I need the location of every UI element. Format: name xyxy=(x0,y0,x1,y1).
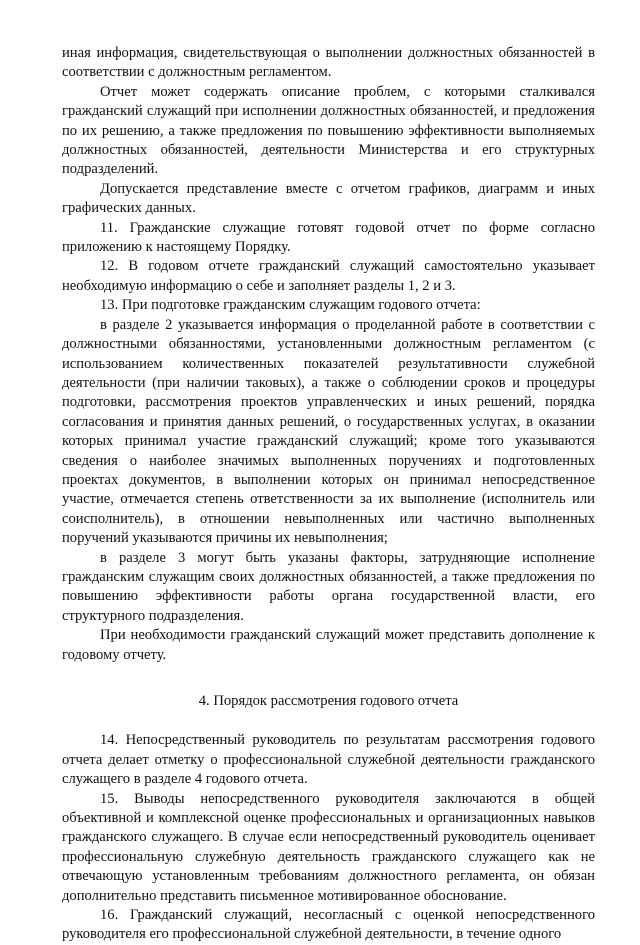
paragraph-graphics-allowed: Допускается представление вместе с отчетом графиков, диаграмм и иных графических данных. xyxy=(62,180,595,217)
paragraph-item-13: 13. При подготовке гражданским служащим годового отчета: xyxy=(100,297,481,314)
paragraph-item-16: 16. Гражданский служащий, несогласный с оценкой непосредственного руководителя его профессиональной служебной деятельности, в течение одного xyxy=(62,907,595,943)
paragraph-item-12: 12. В годовом отчете гражданский служащий самостоятельно указывает необходимую информацию о себе и заполняет разделы 1, 2 и 3. xyxy=(62,258,595,294)
paragraph-item-11: 11. Гражданские служащие готовят годовой отчет по форме согласно приложению к настоящему Порядку. xyxy=(62,219,595,256)
paragraph-supplement: При необходимости гражданский служащий может представить дополнение к годовому отчету. xyxy=(62,627,595,663)
paragraph-item-14: 14. Непосредственный руководитель по результатам рассмотрения годового отчета делает отметку о профессиональной служебной деятельности гражданского служащего в разделе 4 годового отчета. xyxy=(62,732,595,788)
document-page xyxy=(62,44,595,945)
paragraph-section-3-info: в разделе 3 могут быть указаны факторы, затрудняющие исполнение гражданским служащим своих должностных обязанностей, а также предложения по повышению эффективности работы органа государственной власти, его структурного подразделения. xyxy=(62,549,595,624)
paragraph-item-15: 15. Выводы непосредственного руководителя заключаются в общей объективной и комплексной оценке профессиональных и организационных навыков гражданского служащего. В случае если непосредственный руководитель оценивает профессиональную служебную деятельность гражданского служащего как не отвечающую установленным требованиям должностного регламента, он обязан дополнительно представить письменное мотивированное обоснование. xyxy=(62,790,595,904)
paragraph-section-2-info: в разделе 2 указывается информация о проделанной работе в соответствии с должностными обязанностями, установленными должностным регламентом (с использованием количественных показателей результативности служебной деятельности (при наличии таковых), а также о соблюдении сроков и процедуры подготовки, рассмотрения проектов управленческих и иных решений, порядка согласования и принятия данных решений, о государственных услугах, в оказании которых принимал участие гражданский служащий; кроме того указываются сведения о наиболее значимых выполненных поручениях и подготовленных проектах документов, в выполнении которых он принимал непосредственное участие, отмечается степень ответственности за их выполнение (исполнитель или соисполнитель), в отношении невыполненных или частично выполненных поручений указываются причины их невыполнения; xyxy=(62,316,595,547)
paragraph-other-info: иная информация, свидетельствующая о выполнении должностных обязанностей в соответствии с должностным регламентом. xyxy=(62,45,595,81)
paragraph-report-problems: Отчет может содержать описание проблем, с которыми сталкивался гражданский служащий при исполнении должностных обязанностей, и предложения по их решению, а также предложения по повышению эффективности выполняемых должностных обязанностей, деятельности Министерства и его структурных подразделений. xyxy=(62,83,595,178)
section-heading: 4. Порядок рассмотрения годового отчета xyxy=(198,693,459,709)
